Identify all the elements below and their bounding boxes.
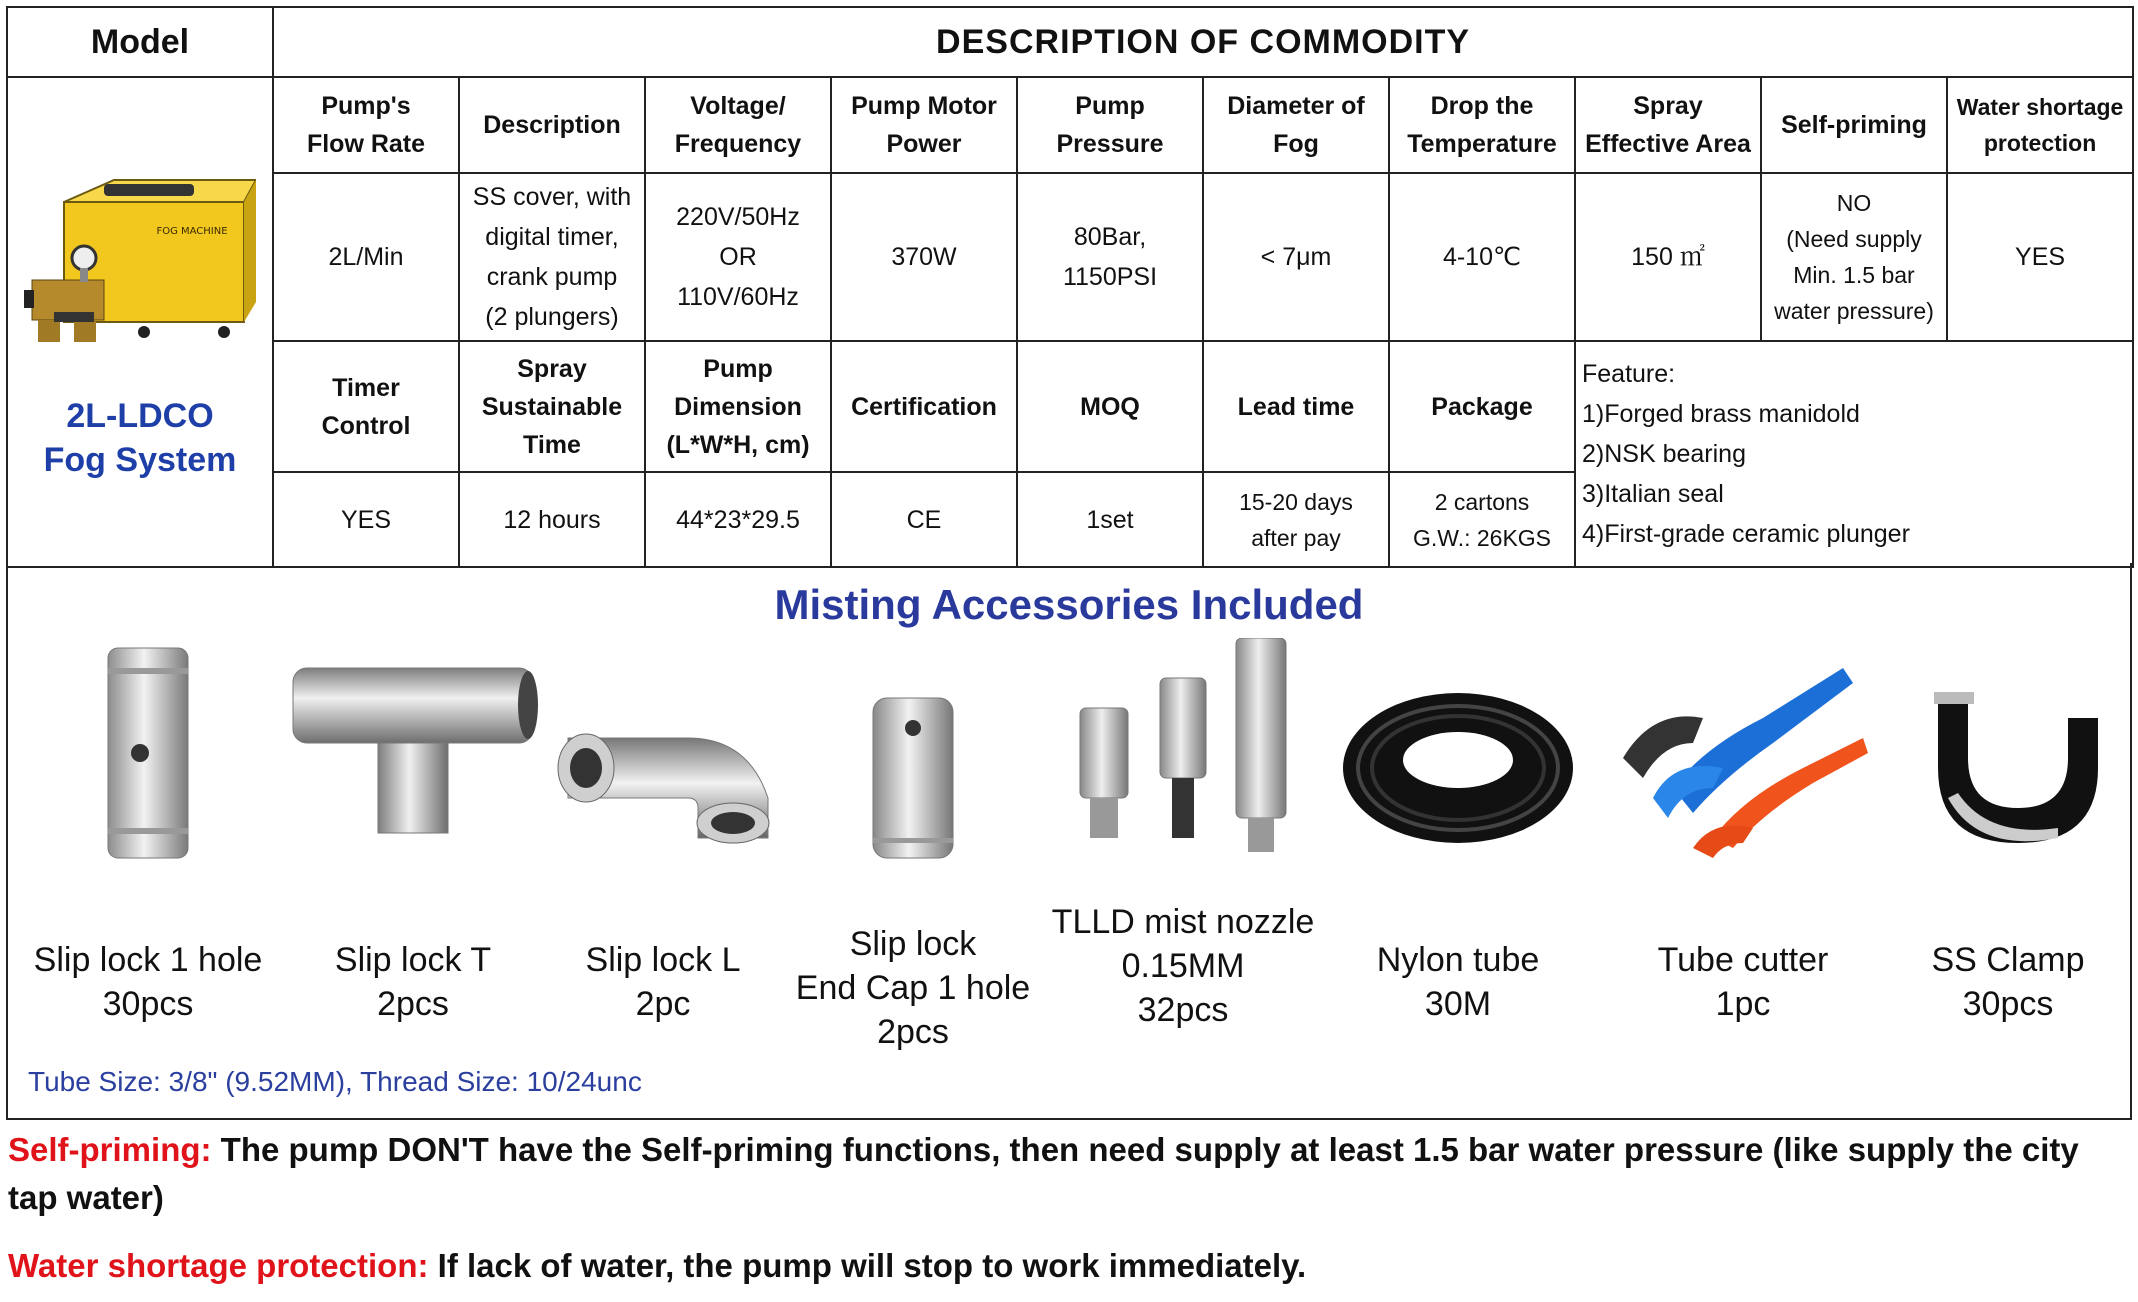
accessory-slip-lock-1-hole — [18, 638, 278, 1068]
hdr-description: Description — [459, 77, 645, 173]
hdr-pump-pressure: Pump Pressure — [1017, 77, 1203, 173]
hdr-temperature: Drop the Temperature — [1389, 77, 1575, 173]
accessory-name-line2: End Cap 1 hole — [795, 969, 1031, 1007]
accessory-qty: 30pcs — [102, 985, 194, 1023]
fog-machine-text: FOG MACHINE — [156, 226, 228, 237]
val-dimension: 44*23*29.5 — [645, 472, 831, 567]
val-spray-area: 150 ㎡ — [1575, 173, 1761, 341]
slip-lock-t-image — [288, 658, 538, 838]
hdr-spray-area: Spray Effective Area — [1575, 77, 1761, 173]
accessory-qty: 32pcs — [1137, 991, 1229, 1029]
note-text: The pump DON'T have the Self-priming functions, then need supply at least 1.5 bar water pressure (like supply the city tap water) — [8, 1131, 2079, 1216]
spec-table — [6, 6, 2134, 568]
tube-size-note: Tube Size: 3/8" (9.52MM), Thread Size: 10/24unc — [28, 1066, 642, 1097]
hdr-lead-time: Lead time — [1203, 341, 1389, 472]
val-certification: CE — [831, 472, 1017, 567]
val-voltage: 220V/50Hz OR 110V/60Hz — [645, 173, 831, 341]
accessory-name: Slip lock L — [585, 941, 741, 979]
val-temperature: 4-10℃ — [1389, 173, 1575, 341]
accessory-slip-lock-l — [548, 638, 778, 1068]
feature-line: Feature: — [1582, 360, 1676, 388]
accessory-name: Nylon tube — [1376, 941, 1540, 979]
accessory-qty: 30pcs — [1962, 985, 2054, 1023]
val-self-priming: NO (Need supply Min. 1.5 bar water pressure) — [1761, 173, 1947, 341]
nylon-tube-image — [1338, 688, 1578, 848]
accessory-qty: 2pcs — [377, 985, 449, 1023]
accessory-qty: 1pc — [1715, 985, 1771, 1023]
accessory-mist-nozzle — [1048, 638, 1318, 1068]
accessory-name-line2: 0.15MM — [1121, 947, 1245, 985]
slip-lock-1-hole-image — [98, 638, 198, 868]
feature-line: 4)First-grade ceramic plunger — [1582, 520, 1910, 548]
note-self-priming — [8, 1126, 2128, 1222]
accessory-slip-lock-t — [278, 638, 548, 1068]
hdr-water-shortage: Water shortage protection — [1947, 77, 2133, 173]
val-package: 2 cartons G.W.: 26KGS — [1389, 472, 1575, 567]
feature-list — [1575, 341, 2133, 567]
accessory-end-cap — [788, 638, 1038, 1068]
hdr-self-priming: Self-priming — [1761, 77, 1947, 173]
mist-nozzle-image — [1068, 638, 1298, 858]
note-key: Self-priming: — [8, 1131, 212, 1168]
feature-line: 1)Forged brass manidold — [1582, 400, 1860, 428]
ss-clamp-image — [1908, 678, 2108, 858]
val-timer-control: YES — [273, 472, 459, 567]
hdr-voltage: Voltage/ Frequency — [645, 77, 831, 173]
accessory-name: Slip lock — [849, 925, 977, 963]
hdr-moq: MOQ — [1017, 341, 1203, 472]
note-water-shortage — [8, 1242, 2128, 1290]
val-motor-power: 370W — [831, 173, 1017, 341]
feature-line: 2)NSK bearing — [1582, 440, 1746, 468]
feature-line: 3)Italian seal — [1582, 480, 1724, 508]
hdr-dimension: Pump Dimension (L*W*H, cm) — [645, 341, 831, 472]
val-pump-pressure: 80Bar, 1150PSI — [1017, 173, 1203, 341]
val-description: SS cover, with digital timer, crank pump (2 plungers) — [459, 173, 645, 341]
hdr-motor-power: Pump Motor Power — [831, 77, 1017, 173]
hdr-fog-diameter: Diameter of Fog — [1203, 77, 1389, 173]
end-cap-image — [863, 688, 963, 868]
hdr-package: Package — [1389, 341, 1575, 472]
val-spray-time: 12 hours — [459, 472, 645, 567]
accessory-name: Slip lock T — [334, 941, 492, 979]
accessory-name: SS Clamp — [1931, 941, 2085, 979]
note-key: Water shortage protection: — [8, 1247, 429, 1284]
model-name-line2: Fog System — [43, 441, 237, 479]
val-moq: 1set — [1017, 472, 1203, 567]
model-cell — [7, 77, 273, 567]
accessory-tube-cutter — [1608, 638, 1878, 1068]
accessory-qty: 2pcs — [877, 1013, 949, 1051]
model-name-line1: 2L-LDCO — [66, 397, 214, 435]
accessories-title: Misting Accessories Included — [774, 581, 1364, 628]
tube-cutter-image — [1613, 648, 1873, 858]
note-text: If lack of water, the pump will stop to work immediately. — [428, 1247, 1307, 1284]
hdr-certification: Certification — [831, 341, 1017, 472]
accessory-qty: 30M — [1424, 985, 1492, 1023]
val-fog-diameter: < 7μm — [1203, 173, 1389, 341]
accessory-name: Tube cutter — [1657, 941, 1829, 979]
val-water-shortage: YES — [1947, 173, 2133, 341]
accessory-name: TLLD mist nozzle — [1051, 903, 1315, 941]
accessory-qty: 2pc — [635, 985, 691, 1023]
accessory-ss-clamp — [1888, 638, 2128, 1068]
val-lead-time: 15-20 days after pay — [1203, 472, 1389, 567]
hdr-spray-time: Spray Sustainable Time — [459, 341, 645, 472]
slip-lock-l-image — [548, 698, 788, 848]
hdr-flow-rate: Pump's Flow Rate — [273, 77, 459, 173]
val-flow-rate: 2L/Min — [273, 173, 459, 341]
fog-machine-image — [24, 162, 256, 358]
table-title: DESCRIPTION OF COMMODITY — [273, 7, 2133, 77]
accessory-nylon-tube — [1328, 638, 1588, 1068]
accessory-name: Slip lock 1 hole — [33, 941, 263, 979]
accessories-section — [6, 563, 2132, 1120]
hdr-timer-control: Timer Control — [273, 341, 459, 472]
model-header: Model — [7, 7, 273, 77]
